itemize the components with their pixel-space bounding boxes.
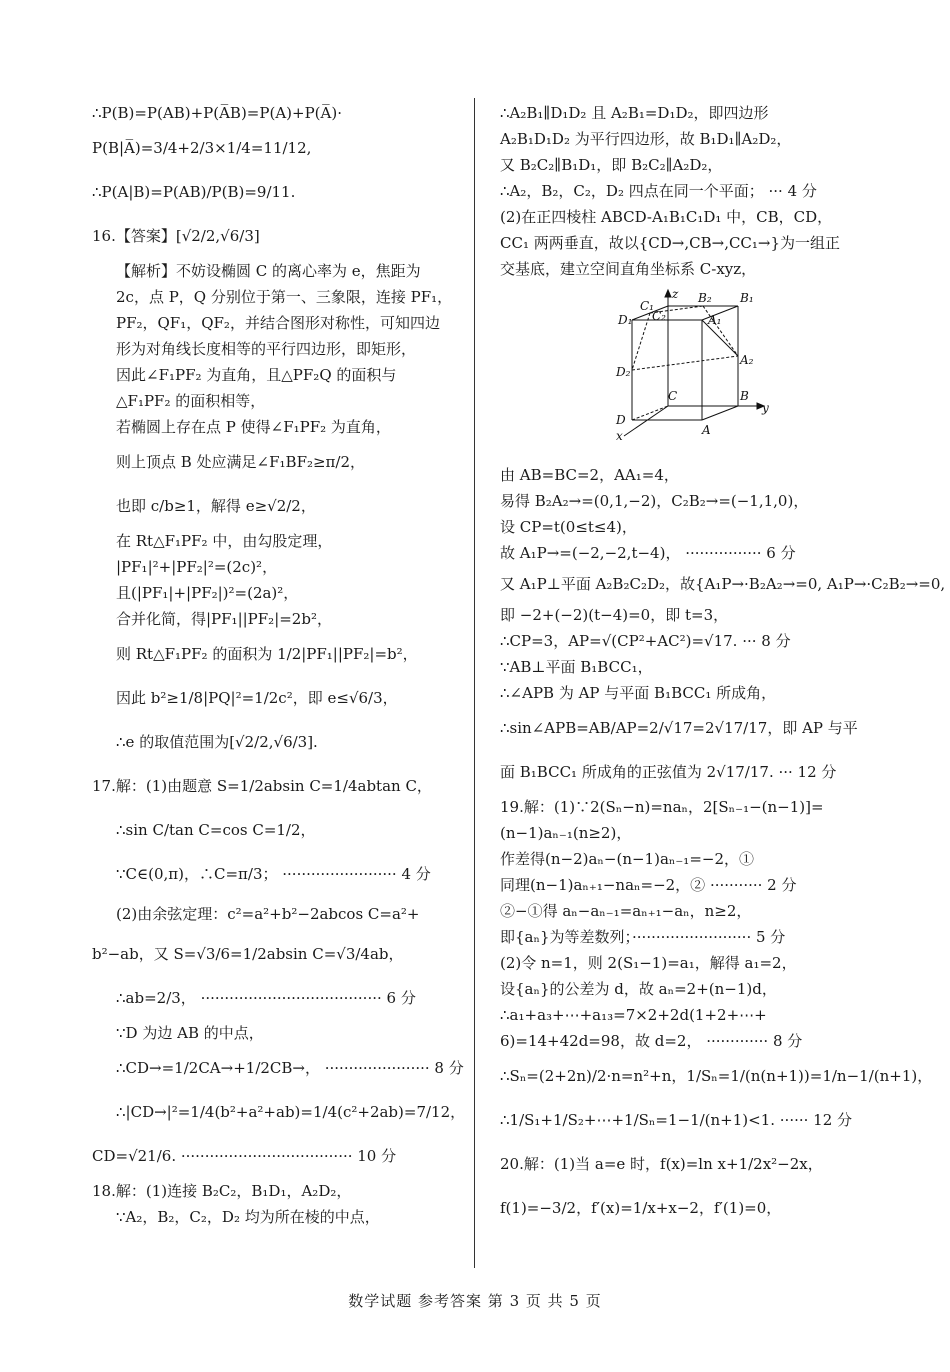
text-line: 即 −2+(−2)(t−4)=0，即 t=3， [500,606,729,624]
figure-label: A [702,423,711,437]
text-line: ∵D 为边 AB 的中点， [116,1024,264,1042]
text-line: 因此∠F₁PF₂ 为直角，且△PF₂Q 的面积与 [116,366,397,384]
text-line: |PF₁|²+|PF₂|²=(2c)²， [116,558,278,576]
prism-figure [500,288,860,458]
text-line: 面 B₁BCC₁ 所成角的正弦值为 2√17/17. ··· 12 分 [500,763,837,781]
text-line: ∴P(A|B)=P(AB)/P(B)=9/11. [92,183,296,201]
text-line: 交基底，建立空间直角坐标系 C-xyz， [500,260,757,278]
figure-label: B₁ [740,291,754,305]
figure-label: B [740,389,749,403]
text-line: ∴|CD→|²=1/4(b²+a²+ab)=1/4(c²+2ab)=7/12， [116,1103,466,1121]
text-line: f(1)=−3/2，f′(x)=1/x+x−2，f′(1)=0， [500,1199,782,1217]
text-line: 且(|PF₁|+|PF₂|)²=(2a)²， [116,584,299,602]
text-line: 设{aₙ}的公差为 d，故 aₙ=2+(n−1)d， [500,980,777,998]
text-line: P(B|A̅)=3/4+2/3×1/4=11/12, [92,139,312,157]
text-line: 故 A₁P→=(−2,−2,t−4)， ················ 6 分 [500,544,796,562]
text-line: ∴1/S₁+1/S₂+⋯+1/Sₙ=1−1/(n+1)<1. ······ 12 分 [500,1111,853,1129]
right-column-top [500,100,860,282]
text-line: ∴P(B)=P(AB)+P(A̅B)=P(A)+P(A̅)· [92,104,342,122]
column-divider [474,98,475,1268]
text-line: 16.【答案】[√2/2,√6/3] [92,227,260,245]
figure-label: z [672,287,679,301]
text-line: ∵AB⊥平面 B₁BCC₁， [500,658,653,676]
figure-label: x [616,429,623,443]
text-line: ∴Sₙ=(2+2n)/2·n=n²+n，1/Sₙ=1/(n(n+1))=1/n−1/(n+1)， [500,1067,933,1085]
text-line: 则上顶点 B 处应满足∠F₁BF₂≥π/2， [116,453,366,471]
figure-label: A₂ [740,353,754,367]
prism-diagram [610,288,770,456]
text-line: 设 CP=t(0≤t≤4)， [500,518,637,536]
figure-label: B₂ [698,291,712,305]
text-line: ∴sin∠APB=AB/AP=2/√17=2√17/17，即 AP 与平 [500,719,858,737]
text-line: 若椭圆上存在点 P 使得∠F₁PF₂ 为直角， [116,418,391,436]
text-line: ∴A₂，B₂，C₂，D₂ 四点在同一个平面； ··· 4 分 [500,182,817,200]
figure-label: C₁ [640,299,654,313]
text-line: 又 B₂C₂∥B₁D₁，即 B₂C₂∥A₂D₂， [500,156,723,174]
figure-label: A₁ [708,313,722,327]
figure-label: C₂ [652,309,666,323]
text-line: ∴ab=2/3， ······································ 6 分 [116,989,416,1007]
text-line: 18.解：(1)连接 B₂C₂，B₁D₁，A₂D₂， [92,1182,352,1200]
left-column [92,100,464,1230]
text-line: 即{aₙ}为等差数列；························· 5 分 [500,928,786,946]
text-line: 则 Rt△F₁PF₂ 的面积为 1/2|PF₁||PF₂|=b²， [116,645,418,663]
text-line: b²−ab，又 S=√3/6=1/2absin C=√3/4ab， [92,945,404,963]
text-line: 由 AB=BC=2，AA₁=4， [500,466,679,484]
text-line: 作差得(n−2)aₙ−(n−1)aₙ₋₁=−2，① [500,850,754,868]
text-line: 【解析】不妨设椭圆 C 的离心率为 e，焦距为 [116,262,421,280]
text-line: 2c，点 P，Q 分别位于第一、三象限，连接 PF₁， [116,288,453,306]
text-line: 在 Rt△F₁PF₂ 中，由勾股定理， [116,532,333,550]
text-line: ∴A₂B₁∥D₁D₂ 且 A₂B₁=D₁D₂，即四边形 [500,104,769,122]
text-line: 6)=14+42d=98，故 d=2， ············· 8 分 [500,1032,803,1050]
text-line: (2)令 n=1，则 2(S₁−1)=a₁，解得 a₁=2， [500,954,797,972]
text-line: △F₁PF₂ 的面积相等， [116,392,266,410]
text-line: (n−1)aₙ₋₁(n≥2)， [500,824,632,842]
text-line: ∴a₁+a₃+⋯+a₁₃=7×2+2d(1+2+⋯+ [500,1006,767,1024]
text-line: ∵A₂，B₂，C₂，D₂ 均为所在棱的中点， [116,1208,380,1226]
text-line: (2)在正四棱柱 ABCD-A₁B₁C₁D₁ 中，CB，CD， [500,208,833,226]
text-line: PF₂，QF₁，QF₂，并结合图形对称性，可知四边 [116,314,440,332]
figure-label: C [668,389,678,403]
text-line: 合并化简，得|PF₁||PF₂|=2b²， [116,610,332,628]
text-line: ∴sin C/tan C=cos C=1/2， [116,821,316,839]
right-column-bottom [500,462,946,1230]
text-line: 因此 b²≥1/8|PQ|²=1/2c²，即 e≤√6/3， [116,689,398,707]
figure-label: D [616,413,626,427]
text-line: ②−①得 aₙ−aₙ₋₁=aₙ₊₁−aₙ，n≥2， [500,902,752,920]
text-line: 易得 B₂A₂→=(0,1,−2)，C₂B₂→=(−1,1,0)， [500,492,809,510]
text-line: 20.解：(1)当 a=e 时，f(x)=ln x+1/2x²−2x， [500,1155,823,1173]
text-line: ∴CD→=1/2CA→+1/2CB→， ······················ 8 分 [116,1059,464,1077]
text-line: (2)由余弦定理：c²=a²+b²−2abcos C=a²+ [116,905,420,923]
text-line: CC₁ 两两垂直，故以{CD→,CB→,CC₁→}为一组正 [500,234,841,252]
text-line: 形为对角线长度相等的平行四边形，即矩形， [116,340,417,358]
text-line: A₂B₁D₁D₂ 为平行四边形，故 B₁D₁∥A₂D₂， [500,130,792,148]
figure-label: D₁ [618,313,633,327]
text-line: ∴e 的取值范围为[√2/2,√6/3]. [116,733,318,751]
figure-label: D₂ [616,365,631,379]
page-footer: 数学试题 参考答案 第 3 页 共 5 页 [348,1292,602,1310]
text-line: 同理(n−1)aₙ₊₁−naₙ=−2，② ··········· 2 分 [500,876,797,894]
right-column [500,100,946,1230]
text-line: 又 A₁P⊥平面 A₂B₂C₂D₂，故{A₁P→·B₂A₂→=0, A₁P→·C₂B₂→=0, [500,575,946,593]
text-line: 也即 c/b≥1，解得 e≥√2/2， [116,497,316,515]
text-line: ∵C∈(0,π)，∴C=π/3； ························ 4 分 [116,865,431,883]
text-line: ∴CP=3，AP=√(CP²+AC²)=√17. ··· 8 分 [500,632,791,650]
figure-label: y [762,401,769,415]
text-line: 17.解：(1)由题意 S=1/2absin C=1/4abtan C， [92,777,432,795]
text-line: CD=√21/6. ···································· 10 分 [92,1147,397,1165]
text-line: ∴∠APB 为 AP 与平面 B₁BCC₁ 所成角， [500,684,777,702]
text-line: 19.解：(1)∵2(Sₙ−n)=naₙ，2[Sₙ₋₁−(n−1)]= [500,798,824,816]
